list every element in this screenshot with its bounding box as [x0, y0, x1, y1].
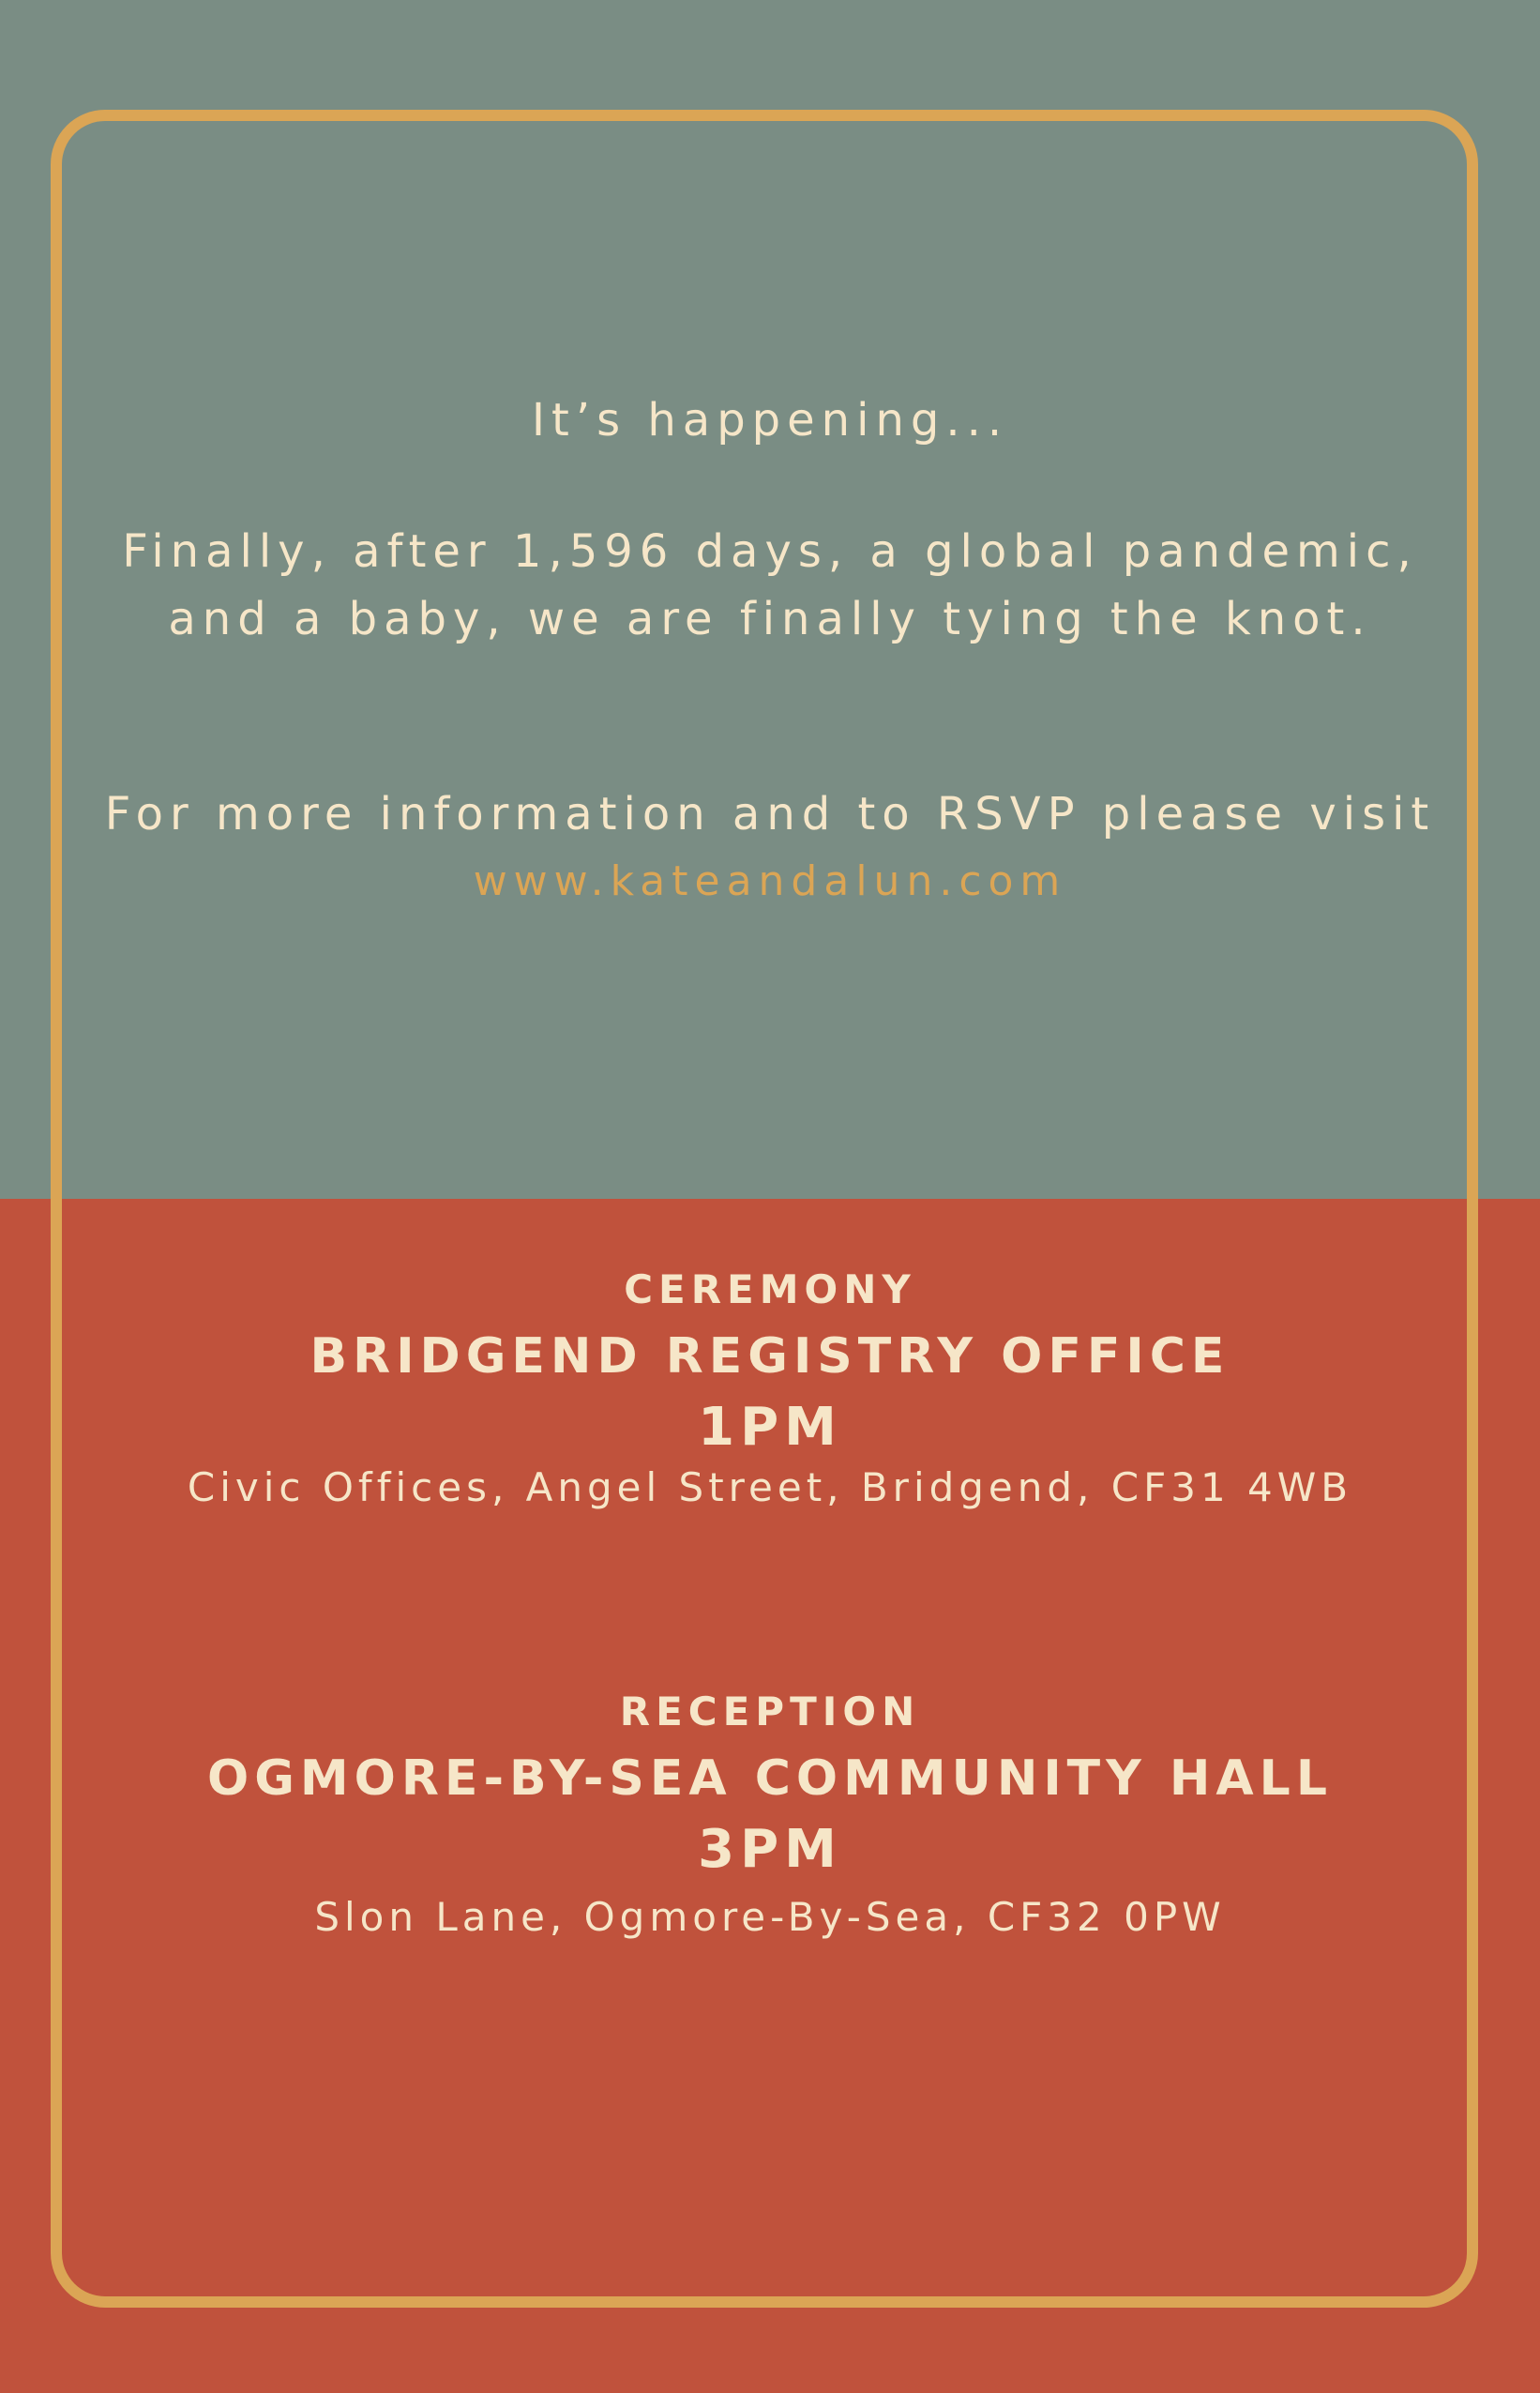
rsvp-text: For more information and to RSVP please visit: [104, 788, 1436, 841]
message-line-2: and a baby, we are finally tying the knot.: [168, 593, 1372, 645]
reception-time: 3PM: [698, 1819, 842, 1880]
ceremony-address: Civic Offices, Angel Street, Bridgend, CF31 4WB: [187, 1464, 1353, 1510]
reception-label: RECEPTION: [619, 1689, 921, 1734]
ceremony-venue: BRIDGEND REGISTRY OFFICE: [310, 1328, 1230, 1385]
website-link[interactable]: www.kateandalun.com: [473, 857, 1067, 905]
intro-text: It’s happening...: [531, 394, 1009, 447]
reception-venue: OGMORE-BY-SEA COMMUNITY HALL: [207, 1750, 1333, 1807]
ceremony-label: CEREMONY: [624, 1266, 916, 1312]
message-line-1: Finally, after 1,596 days, a global pandemic,: [122, 525, 1418, 578]
ceremony-time: 1PM: [698, 1397, 842, 1458]
invitation-message: [0, 518, 1540, 653]
reception-address: Slon Lane, Ogmore-By-Sea, CF32 0PW: [314, 1894, 1226, 1940]
